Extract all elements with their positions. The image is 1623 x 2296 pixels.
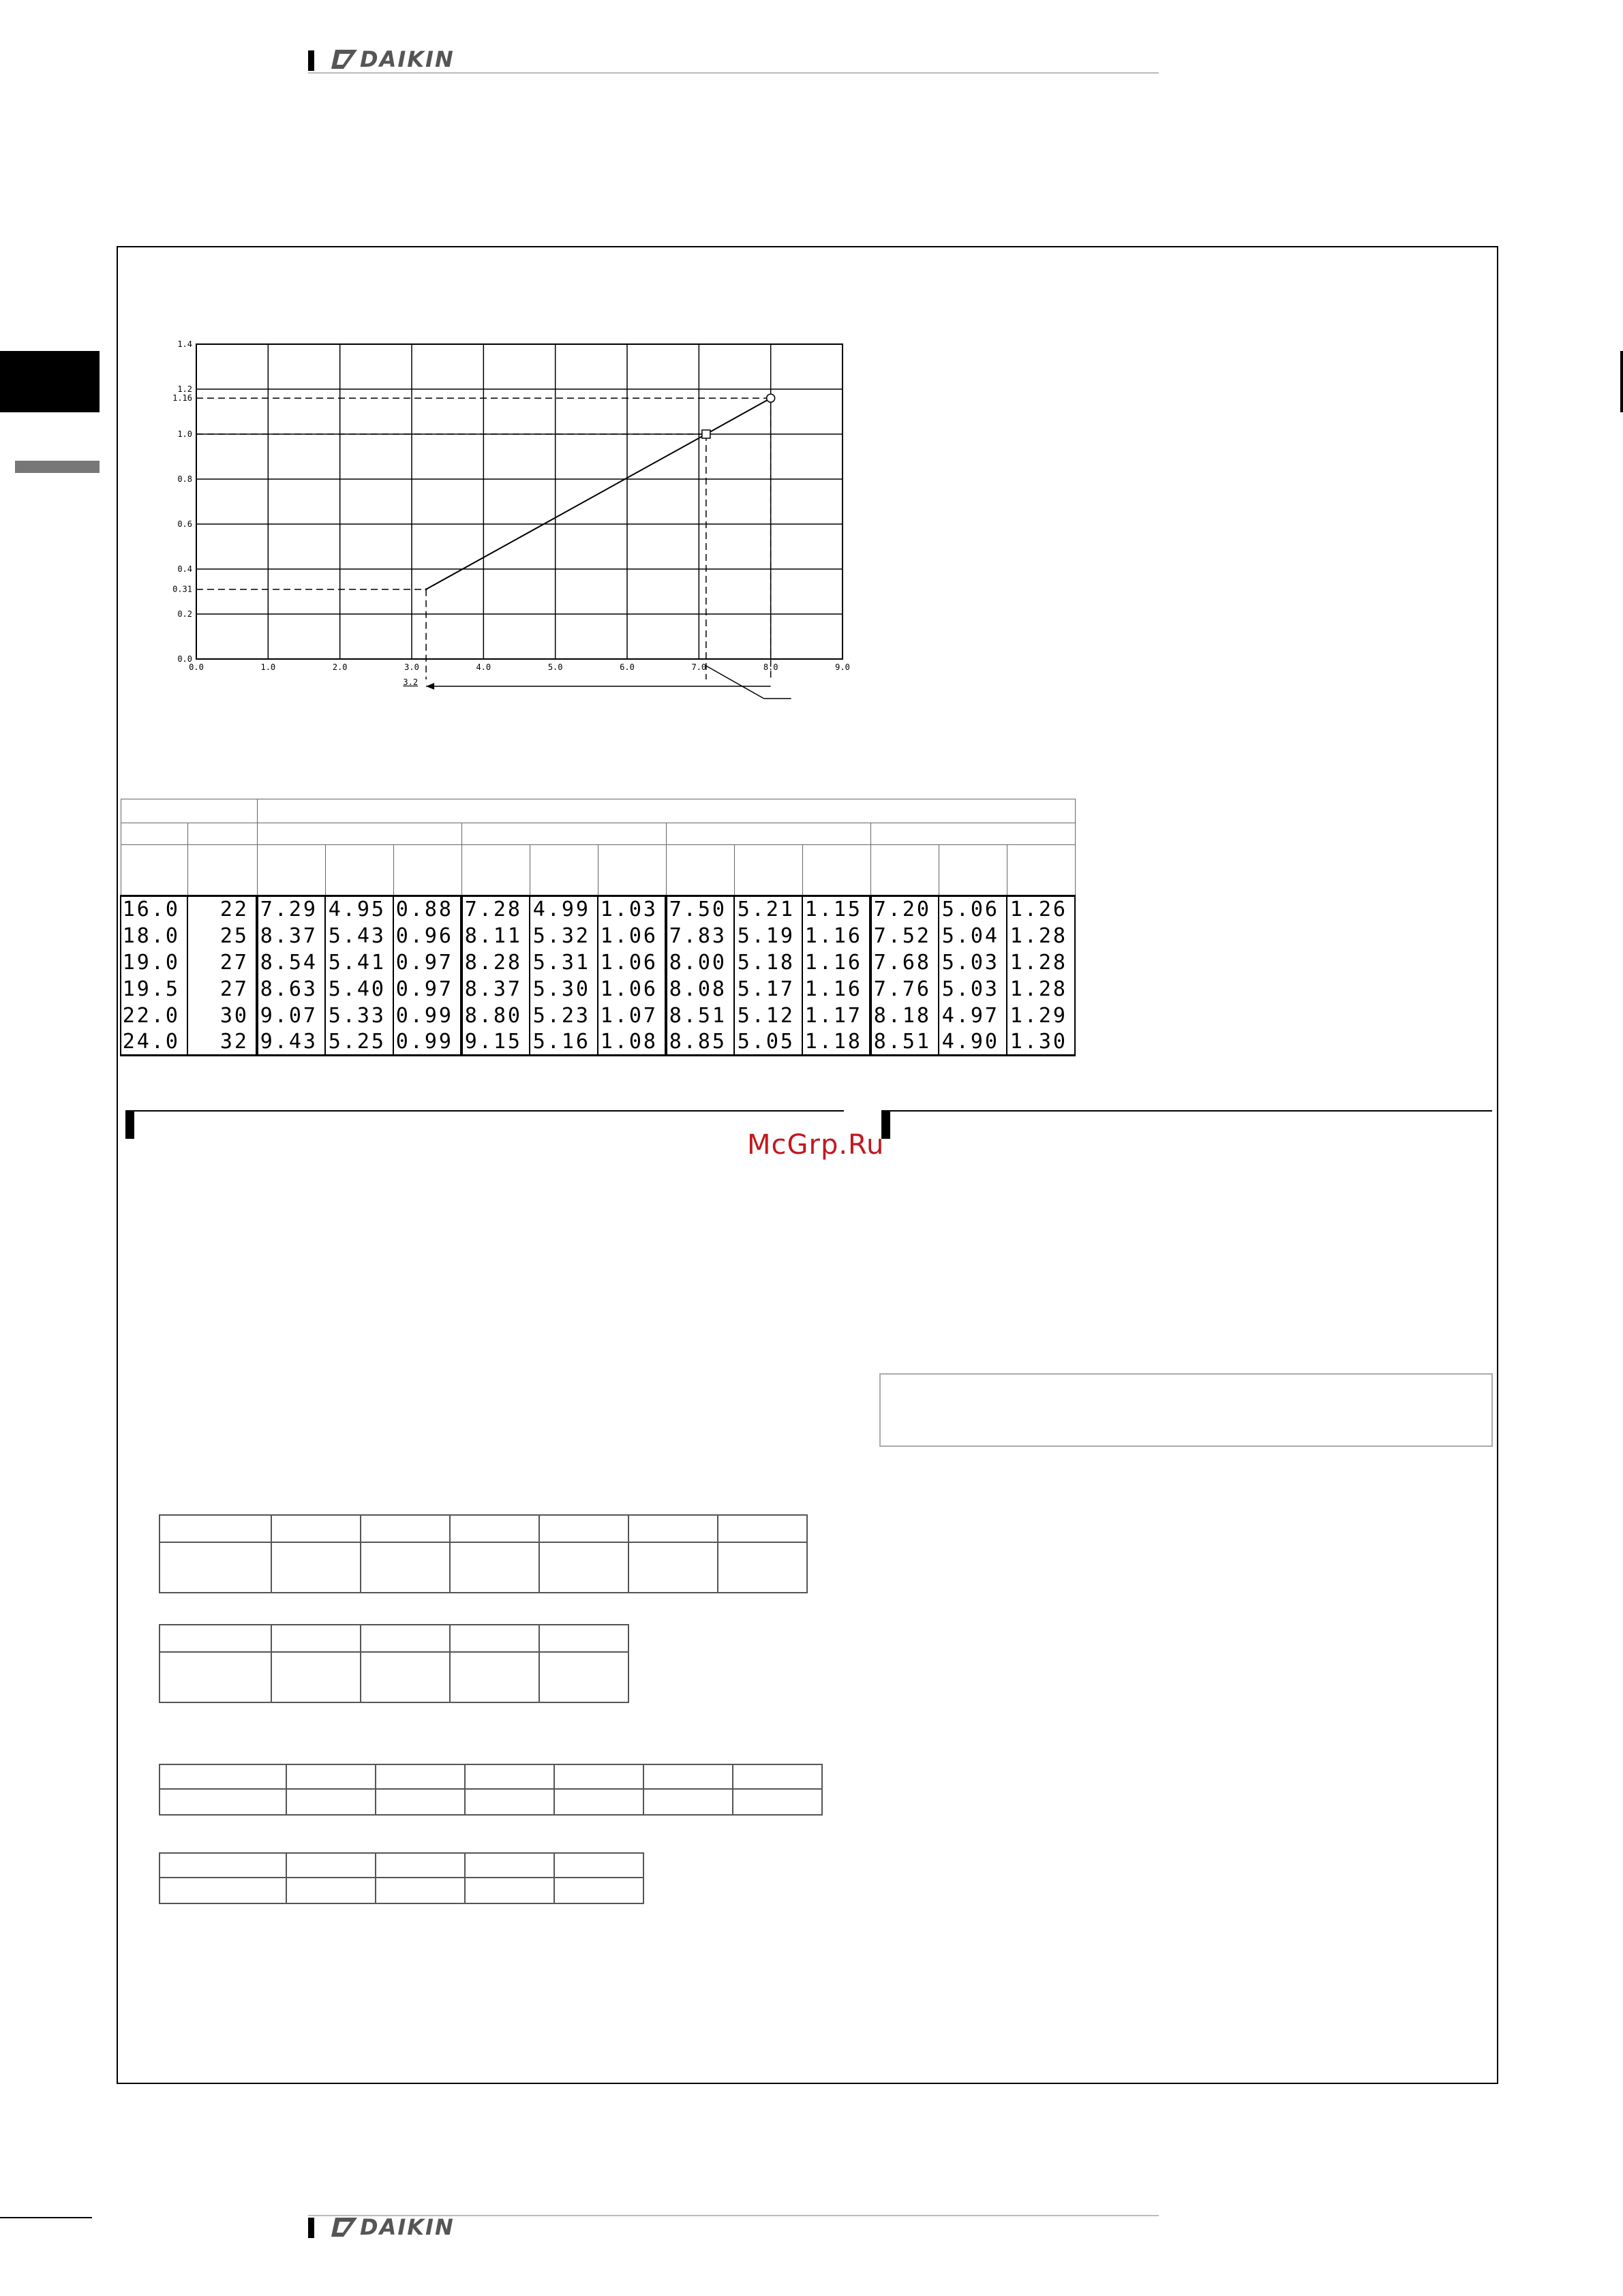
x-tick-label: 1.0 xyxy=(260,662,276,672)
table-cell xyxy=(554,1853,643,1878)
table-cell: 1.07 xyxy=(598,1002,666,1029)
y-tick-label: 1.2 xyxy=(177,384,192,394)
table-cell: 8.37 xyxy=(461,976,530,1002)
header-cell xyxy=(461,845,530,896)
table-cell xyxy=(160,1652,271,1702)
small-table-1 xyxy=(159,1514,808,1593)
table-cell: 1.17 xyxy=(802,1002,870,1029)
table-cell: 7.68 xyxy=(870,949,939,976)
table-row xyxy=(160,1652,628,1702)
small-table-3 xyxy=(159,1764,823,1816)
y-tick-label: 0.2 xyxy=(177,609,192,619)
table-cell xyxy=(539,1515,628,1542)
y-tick-label: 0.31 xyxy=(172,584,192,594)
table-cell: 0.99 xyxy=(393,1029,461,1056)
table-row xyxy=(121,949,1075,976)
table-cell: 5.25 xyxy=(325,1029,393,1056)
table-cell xyxy=(465,1853,554,1878)
table-cell xyxy=(539,1542,628,1593)
table-cell: 0.97 xyxy=(393,949,461,976)
table-cell: 1.26 xyxy=(1007,896,1075,923)
table-cell: 8.85 xyxy=(666,1029,734,1056)
table-cell: 1.16 xyxy=(802,976,870,1002)
table-cell: 5.04 xyxy=(939,923,1007,949)
table-row xyxy=(160,1878,643,1903)
table-cell: 1.06 xyxy=(598,976,666,1002)
table-cell xyxy=(628,1515,718,1542)
table-row xyxy=(121,923,1075,949)
table-cell: 16.0 xyxy=(121,896,187,923)
table-cell: 1.06 xyxy=(598,923,666,949)
y-tick-label: 0.4 xyxy=(177,564,192,574)
table-cell: 9.43 xyxy=(257,1029,325,1056)
table-cell: 1.18 xyxy=(802,1029,870,1056)
table-cell xyxy=(286,1878,376,1903)
table-cell xyxy=(361,1625,450,1652)
table-cell: 4.90 xyxy=(939,1029,1007,1056)
table-cell: 8.28 xyxy=(461,949,530,976)
table-cell: 7.52 xyxy=(870,923,939,949)
table-cell xyxy=(286,1853,376,1878)
footer-logo xyxy=(331,2214,455,2240)
table-cell: 1.28 xyxy=(1007,923,1075,949)
table-cell xyxy=(160,1515,271,1542)
x-tick-label: 9.0 xyxy=(835,662,850,672)
table-cell xyxy=(450,1542,539,1593)
table-row xyxy=(121,1002,1075,1029)
table-cell: 7.76 xyxy=(870,976,939,1002)
note-box xyxy=(879,1373,1493,1447)
table-cell xyxy=(361,1542,450,1593)
table-cell: 32 xyxy=(187,1029,257,1056)
header-marker xyxy=(308,50,314,71)
header-cell xyxy=(666,845,734,896)
table-cell: 8.18 xyxy=(870,1002,939,1029)
header-cell xyxy=(939,845,1007,896)
section-marker-left xyxy=(125,1110,134,1139)
y-tick-label: 1.0 xyxy=(177,429,192,439)
x-tick-label: 7.0 xyxy=(691,662,707,672)
header-cell xyxy=(598,845,666,896)
table-cell: 5.33 xyxy=(325,1002,393,1029)
table-cell: 27 xyxy=(187,976,257,1002)
table-cell: 1.08 xyxy=(598,1029,666,1056)
table-cell xyxy=(554,1789,643,1815)
table-cell xyxy=(465,1789,554,1815)
table-cell xyxy=(271,1515,361,1542)
table-cell: 8.51 xyxy=(870,1029,939,1056)
header-cell xyxy=(666,823,870,845)
table-cell xyxy=(160,1764,286,1789)
table-cell: 5.05 xyxy=(734,1029,802,1056)
performance-table xyxy=(120,799,1076,1056)
table-row xyxy=(160,1625,628,1652)
table-cell xyxy=(643,1764,733,1789)
table-cell: 4.97 xyxy=(939,1002,1007,1029)
y-tick-label: 1.4 xyxy=(177,339,192,349)
table-cell xyxy=(361,1652,450,1702)
table-cell: 27 xyxy=(187,949,257,976)
header-cell xyxy=(325,845,393,896)
table-cell: 7.83 xyxy=(666,923,734,949)
table-row xyxy=(160,1764,822,1789)
table-cell xyxy=(450,1515,539,1542)
table-cell xyxy=(160,1789,286,1815)
table-cell: 30 xyxy=(187,1002,257,1029)
range-arrow-left xyxy=(426,683,434,690)
table-cell: 5.21 xyxy=(734,896,802,923)
series-line xyxy=(426,398,771,590)
table-cell xyxy=(271,1652,361,1702)
table-cell: 19.5 xyxy=(121,976,187,1002)
table-row xyxy=(160,1853,643,1878)
table-cell xyxy=(376,1878,465,1903)
table-cell xyxy=(718,1542,807,1593)
x-tick-label: 5.0 xyxy=(547,662,563,672)
table-cell: 1.15 xyxy=(802,896,870,923)
table-cell xyxy=(539,1652,628,1702)
plot-area xyxy=(196,344,843,659)
table-cell: 24.0 xyxy=(121,1029,187,1056)
table-row xyxy=(160,1789,822,1815)
right-edge-marker xyxy=(1620,351,1623,412)
table-cell: 8.08 xyxy=(666,976,734,1002)
table-cell xyxy=(628,1542,718,1593)
table-cell: 1.28 xyxy=(1007,976,1075,1002)
header-cell xyxy=(734,845,802,896)
table-cell: 0.97 xyxy=(393,976,461,1002)
table-row xyxy=(121,976,1075,1002)
table-cell xyxy=(554,1764,643,1789)
header-cell xyxy=(187,823,257,845)
table-cell: 7.50 xyxy=(666,896,734,923)
header-logo xyxy=(331,46,455,72)
header-cell xyxy=(802,845,870,896)
table-cell: 1.06 xyxy=(598,949,666,976)
table-cell xyxy=(160,1542,271,1593)
table-cell xyxy=(160,1853,286,1878)
header-cell xyxy=(121,799,257,823)
header-cell xyxy=(530,845,598,896)
watermark: McGrp.Ru xyxy=(747,1129,885,1161)
table-cell: 25 xyxy=(187,923,257,949)
table-cell xyxy=(450,1652,539,1702)
table-cell: 5.31 xyxy=(530,949,598,976)
header-rule xyxy=(308,72,1159,74)
data-point xyxy=(425,588,427,590)
table-cell: 5.19 xyxy=(734,923,802,949)
table-cell: 5.17 xyxy=(734,976,802,1002)
table-cell xyxy=(286,1764,376,1789)
x-tick-label: 8.0 xyxy=(763,662,778,672)
header-cell xyxy=(870,845,939,896)
table-cell: 8.51 xyxy=(666,1002,734,1029)
table-cell: 8.80 xyxy=(461,1002,530,1029)
chapter-tab xyxy=(0,351,100,412)
section-tab xyxy=(15,461,100,473)
table-cell xyxy=(376,1789,465,1815)
header-cell xyxy=(121,823,187,845)
table-cell: 5.43 xyxy=(325,923,393,949)
table-cell: 5.18 xyxy=(734,949,802,976)
table-cell: 5.32 xyxy=(530,923,598,949)
x-tick-label: 6.0 xyxy=(620,662,635,672)
table-cell: 5.23 xyxy=(530,1002,598,1029)
table-row xyxy=(160,1542,807,1593)
y-tick-label: 0.6 xyxy=(177,519,192,529)
footer-marker xyxy=(308,2218,314,2238)
table-cell: 5.12 xyxy=(734,1002,802,1029)
table-cell: 7.29 xyxy=(257,896,325,923)
annotation-label: 3.2 xyxy=(403,677,419,687)
header-cell xyxy=(870,823,1075,845)
footer-brand: DAIKIN xyxy=(360,2214,455,2240)
table-cell: 0.96 xyxy=(393,923,461,949)
table-cell: 1.30 xyxy=(1007,1029,1075,1056)
table-cell: 8.63 xyxy=(257,976,325,1002)
table-cell: 1.03 xyxy=(598,896,666,923)
table-row xyxy=(121,896,1075,923)
table-cell: 8.37 xyxy=(257,923,325,949)
header-brand: DAIKIN xyxy=(360,46,455,72)
table-cell: 5.06 xyxy=(939,896,1007,923)
x-tick-label: 2.0 xyxy=(332,662,348,672)
y-tick-label: 0.0 xyxy=(177,654,192,664)
table-cell xyxy=(160,1625,271,1652)
circle-marker xyxy=(767,394,775,402)
table-row xyxy=(121,1029,1075,1056)
table-cell: 9.15 xyxy=(461,1029,530,1056)
table-cell: 5.41 xyxy=(325,949,393,976)
table-cell: 5.30 xyxy=(530,976,598,1002)
table-cell: 22.0 xyxy=(121,1002,187,1029)
table-cell xyxy=(733,1764,822,1789)
table-cell xyxy=(465,1764,554,1789)
table-cell: 1.29 xyxy=(1007,1002,1075,1029)
table-cell xyxy=(554,1878,643,1903)
header-cell xyxy=(257,823,461,845)
header-cell xyxy=(187,845,257,896)
table-cell xyxy=(286,1789,376,1815)
table-cell: 1.28 xyxy=(1007,949,1075,976)
section-rule-right xyxy=(881,1110,1492,1112)
section-rule-left xyxy=(125,1110,844,1112)
table-cell: 5.03 xyxy=(939,949,1007,976)
y-tick-label: 0.8 xyxy=(177,474,192,484)
table-cell: 8.00 xyxy=(666,949,734,976)
leader-line xyxy=(706,666,764,699)
table-cell xyxy=(376,1853,465,1878)
table-cell: 0.99 xyxy=(393,1002,461,1029)
table-cell: 18.0 xyxy=(121,923,187,949)
daikin-logo-icon xyxy=(331,2218,357,2237)
table-cell xyxy=(718,1515,807,1542)
table-cell: 5.40 xyxy=(325,976,393,1002)
header-cell xyxy=(257,799,1075,823)
table-cell: 1.16 xyxy=(802,923,870,949)
table-cell: 22 xyxy=(187,896,257,923)
table-cell: 1.16 xyxy=(802,949,870,976)
table-cell: 7.20 xyxy=(870,896,939,923)
correction-chart xyxy=(158,333,867,704)
footer-left-rule xyxy=(0,2217,92,2218)
x-tick-label: 0.0 xyxy=(189,662,204,672)
y-tick-label: 1.16 xyxy=(172,393,192,403)
header-cell xyxy=(1007,845,1075,896)
table-cell xyxy=(376,1764,465,1789)
table-cell: 4.95 xyxy=(325,896,393,923)
table-cell: 5.03 xyxy=(939,976,1007,1002)
table-cell: 4.99 xyxy=(530,896,598,923)
table-cell: 9.07 xyxy=(257,1002,325,1029)
small-table-4 xyxy=(159,1852,644,1904)
square-marker xyxy=(702,430,710,438)
table-cell: 0.88 xyxy=(393,896,461,923)
header-cell xyxy=(257,845,325,896)
table-cell: 5.16 xyxy=(530,1029,598,1056)
header-cell xyxy=(393,845,461,896)
table-cell xyxy=(450,1625,539,1652)
table-row xyxy=(160,1515,807,1542)
table-cell xyxy=(160,1878,286,1903)
table-cell: 8.11 xyxy=(461,923,530,949)
header-cell xyxy=(121,845,187,896)
table-cell: 19.0 xyxy=(121,949,187,976)
table-cell: 8.54 xyxy=(257,949,325,976)
x-tick-label: 4.0 xyxy=(476,662,491,672)
table-cell xyxy=(361,1515,450,1542)
table-cell xyxy=(465,1878,554,1903)
table-cell xyxy=(643,1789,733,1815)
table-cell: 7.28 xyxy=(461,896,530,923)
table-cell xyxy=(271,1625,361,1652)
table-cell xyxy=(539,1625,628,1652)
small-table-2 xyxy=(159,1624,629,1703)
x-tick-label: 3.0 xyxy=(404,662,419,672)
table-cell xyxy=(271,1542,361,1593)
table-cell xyxy=(733,1789,822,1815)
header-cell xyxy=(461,823,666,845)
daikin-logo-icon xyxy=(331,50,357,69)
